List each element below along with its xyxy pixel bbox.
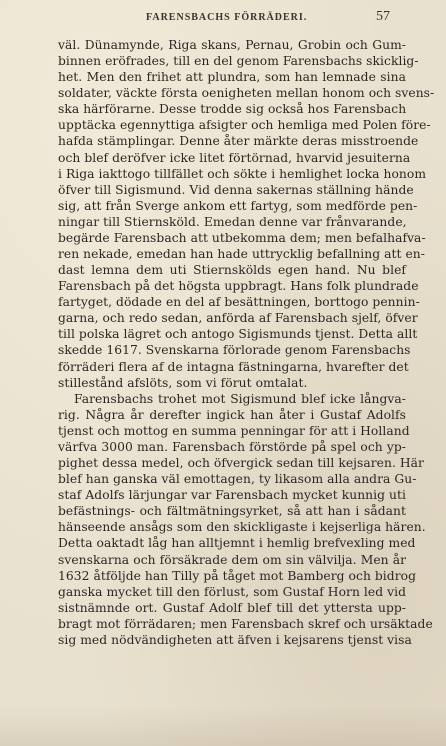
text-line: ganska mycket till den förlust, som Gustaf Horn led vid — [58, 584, 406, 599]
text-line: befästnings- och fältmätningsyrket, så att han i sådant — [58, 504, 406, 519]
running-head: FARENSBACHS FÖRRÄDERI. — [146, 12, 308, 23]
text-line: Detta oaktadt låg han alltjemnt i hemlig brefvexling med — [58, 536, 416, 551]
text-line: blef han ganska väl emottagen, ty likasom alla andra Gu- — [58, 472, 417, 487]
paragraph-start-line: Farensbachs trohet mot Sigismund blef icke långva- — [74, 391, 406, 406]
text-line: dast lemna dem uti Stiernskölds egen hand. Nu blef — [58, 263, 406, 278]
text-line: sig med nödvändigheten att äfven i kejsarens tjenst visa — [58, 632, 412, 647]
body-text — [58, 37, 435, 648]
text-line: rig. Några år derefter ingick han åter i Gustaf Adolfs — [58, 407, 406, 422]
text-line: svenskarna och försäkrade dem om sin välvilja. Men år — [58, 552, 406, 567]
text-line: binnen eröfrades, till en del genom Farensbachs skicklig- — [58, 54, 419, 69]
text-line: pighet dessa medel, och öfvergick sedan till kejsaren. Här — [58, 456, 424, 471]
text-line: upptäcka egennyttiga afsigter och hemliga med Polen före- — [58, 118, 431, 133]
text-line: värfva 3000 man. Farensbach förstörde på spel och yp- — [58, 439, 406, 454]
text-line: ska härförarne. Desse trodde sig också hos Farensbach — [58, 102, 407, 117]
text-line: sistnämnde ort. Gustaf Adolf blef till det yttersta upp- — [58, 600, 406, 615]
text-line: fartyget, dödade en del af besättningen, borttogo pennin- — [58, 295, 420, 310]
text-line: hänseende ansågs som den skickligaste i kejserliga hären. — [58, 520, 426, 535]
paragraph-end-line: stillestånd afslöts, som vi förut omtalat. — [58, 375, 308, 390]
page-number: 57 — [376, 9, 390, 24]
text-line: i Riga iakttogo tillfället och sökte i hemlighet locka honom — [58, 166, 427, 181]
text-line: bragt mot förrädaren; men Farensbach skref och ursäktade — [58, 616, 433, 631]
text-line: skedde 1617. Svenskarna förlorade genom Farensbachs — [58, 343, 411, 358]
text-line: staf Adolfs lärjungar var Farensbach mycket kunnig uti — [58, 488, 406, 503]
text-line: sig, att från Sverge ankom ett fartyg, som medförde pen- — [58, 198, 418, 213]
text-line: väl. Dünamynde, Riga skans, Pernau, Grobin och Gum- — [58, 38, 406, 52]
text-line: ningar till Stiernsköld. Emedan denne var frånvarande, — [58, 214, 407, 229]
text-line: begärde Farensbach att utbekomma dem; men befalhafva- — [58, 230, 426, 245]
text-line: ren nekade, emedan han hade uttrycklig befallning att en- — [58, 247, 425, 262]
text-line: 1632 åtföljde han Tilly på tåget mot Bamberg och bidrog — [58, 568, 417, 583]
text-line: garna, och redo sedan, anförda af Farensbach sjelf, öfver — [58, 311, 418, 326]
text-line: hafda stämplingar. Denne åter märkte deras misstroende — [58, 134, 419, 149]
text-line: Farensbach på det högsta uppbragt. Hans folk plundrade — [58, 279, 419, 294]
text-line: öfver till Sigismund. Vid denna sakernas ställning hände — [58, 182, 414, 197]
page-bottom-shade — [0, 706, 446, 746]
text-line: tjenst och mottog en summa penningar för att i Holland — [58, 423, 410, 438]
text-line: soldater, väckte första oenigheten mellan honom och svens- — [58, 86, 435, 101]
page-header — [60, 9, 400, 27]
text-line: till polska lägret och antogo Sigismunds tjenst. Detta allt — [58, 327, 418, 342]
text-line: förräderi flera af de intagna fästningarna, hvarefter det — [58, 359, 409, 374]
text-line: het. Men den frihet att plundra, som han lemnade sina — [58, 70, 406, 85]
text-line: och blef deröfver icke litet förtörnad, hvarvid jesuiterna — [58, 150, 411, 165]
